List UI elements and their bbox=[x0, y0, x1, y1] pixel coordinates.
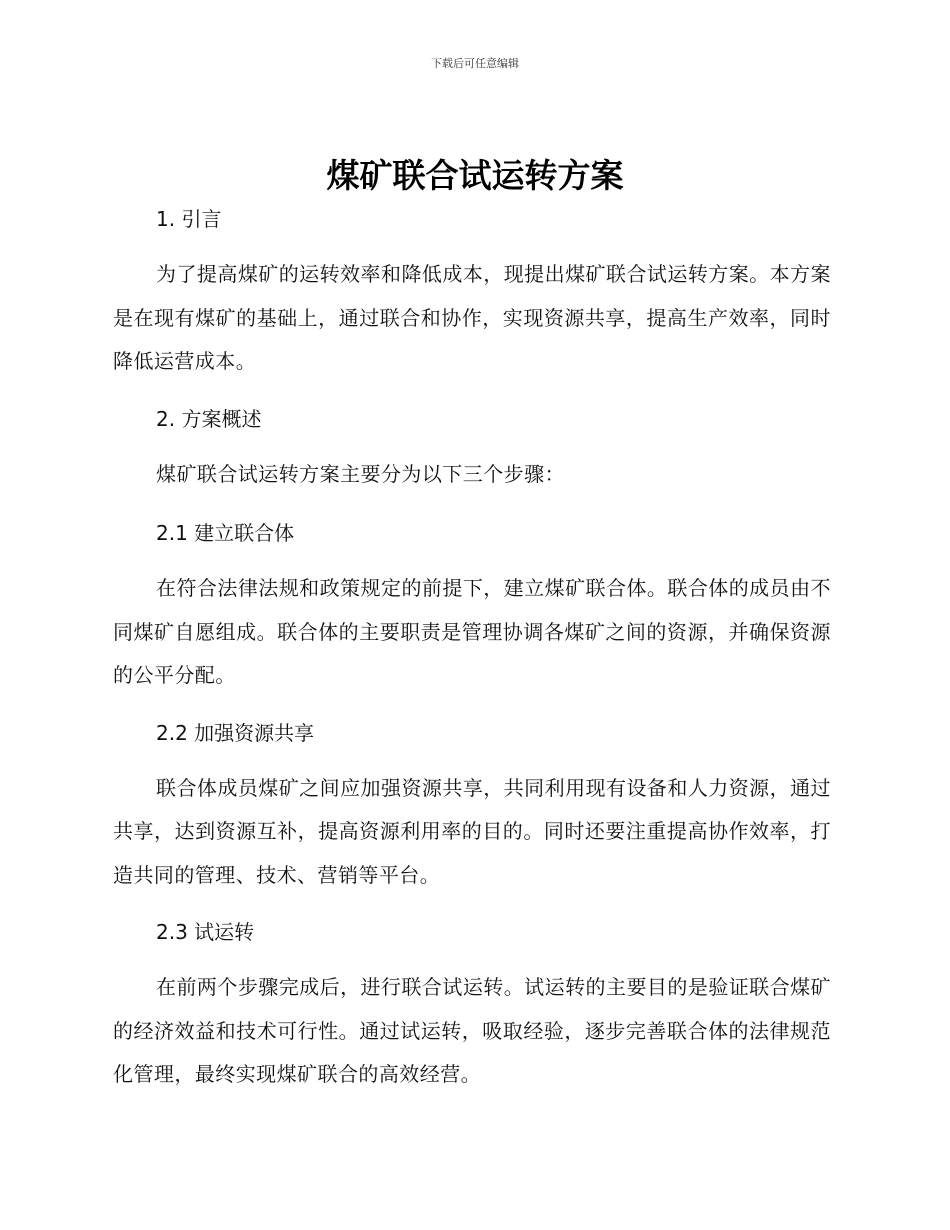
section-heading: 1. 引言 bbox=[156, 207, 222, 231]
section-heading: 2.2 加强资源共享 bbox=[156, 720, 315, 745]
section-heading: 2. 方案概述 bbox=[156, 406, 262, 431]
section-heading: 2.3 试运转 bbox=[156, 920, 255, 944]
section-paragraph: 煤矿联合试运转方案主要分为以下三个步骤： bbox=[156, 461, 565, 486]
section-paragraph: 在符合法律法规和政策规定的前提下，建立煤矿联合体。联合体的成员由不同煤矿自愿组成。联合体的主要职责是管理协调各煤矿之间的资源，并确保资源的公平分配。 bbox=[113, 576, 831, 687]
section-establish-alliance bbox=[113, 514, 831, 698]
section-heading: 2.1 建立联合体 bbox=[156, 521, 295, 545]
section-paragraph: 联合体成员煤矿之间应加强资源共享，共同利用现有设备和人力资源，通过共享，达到资源互补，提高资源利用率的目的。同时还要注重提高协作效率，打造共同的管理、技术、营销等平台。 bbox=[113, 775, 831, 887]
section-resource-sharing bbox=[113, 714, 831, 898]
document-body bbox=[113, 200, 831, 1113]
section-trial-run bbox=[113, 913, 831, 1097]
section-paragraph: 在前两个步骤完成后，进行联合试运转。试运转的主要目的是验证联合煤矿的经济效益和技术可行性。通过试运转，吸取经验，逐步完善联合体的法律规范化管理，最终实现煤矿联合的高效经营。 bbox=[113, 975, 831, 1086]
section-introduction bbox=[113, 200, 831, 384]
section-paragraph: 为了提高煤矿的运转效率和降低成本，现提出煤矿联合试运转方案。本方案是在现有煤矿的基础上，通过联合和协作，实现资源共享，提高生产效率，同时降低运营成本。 bbox=[113, 262, 831, 373]
section-overview bbox=[113, 400, 831, 497]
document-title: 煤矿联合试运转方案 bbox=[326, 156, 624, 195]
header-note: 下载后可任意编辑 bbox=[431, 57, 519, 70]
